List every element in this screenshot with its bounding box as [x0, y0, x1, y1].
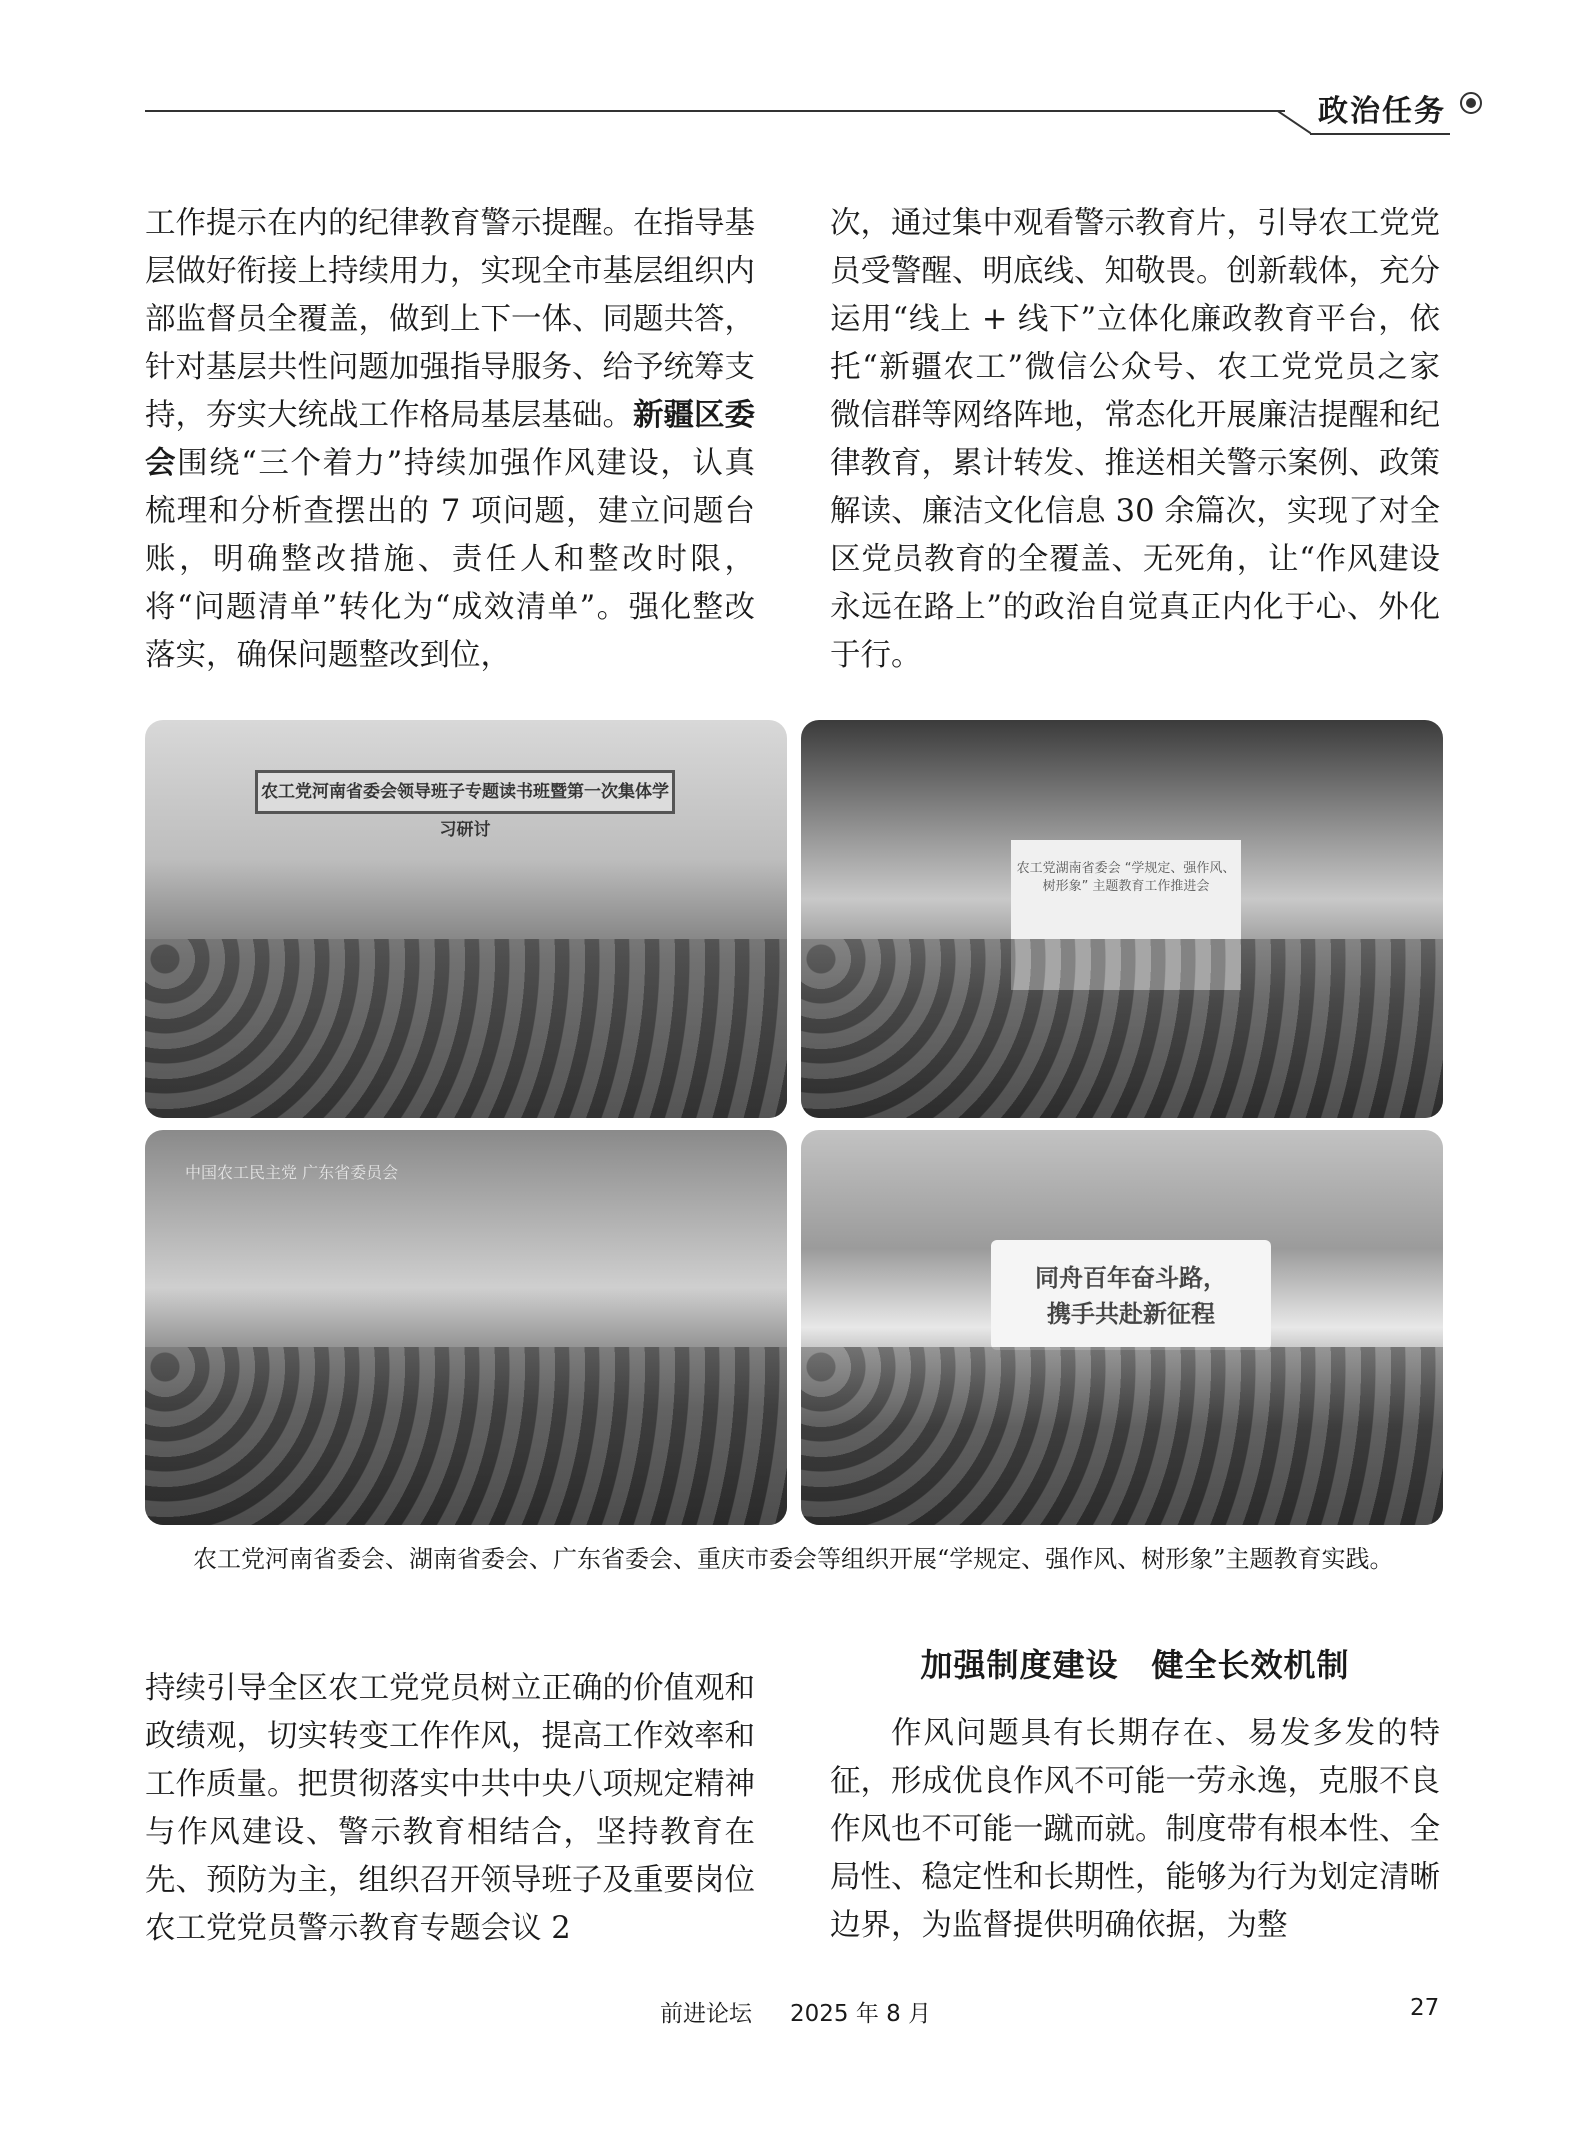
section-title: 政治任务: [1318, 94, 1446, 129]
paragraph-text: 围绕“三个着力”持续加强作风建设，认真梳理和分析查摆出的 7 项问题，建立问题台账，明确整改措施、责任人和整改时限，将“问题清单”转化为“成效清单”。强化整改落实，确保问题整改到位，: [145, 446, 756, 673]
photo-attendees: [145, 1347, 787, 1525]
paragraph-text: 工作提示在内的纪律教育警示提醒。在指导基层做好衔接上持续用力，实现全市基层组织内部监督员全覆盖，做到上下一体、同题共答，针对基层共性问题加强指导服务、给予统筹支持，夯实大统战工作格局基层基础。: [145, 206, 755, 433]
slogan-line-2: 携手共赴新征程: [1047, 1300, 1215, 1328]
footer-date: 2025 年 8 月: [790, 2001, 932, 2027]
meeting-banner: 农工党河南省委会领导班子专题读书班暨第一次集体学习研讨: [255, 770, 675, 814]
photo-chongqing-meeting: [801, 1130, 1443, 1525]
meeting-screen: 农工党湖南省委会 “学规定、强作风、树形象” 主题教育工作推进会: [1011, 840, 1241, 990]
paragraph-text: 次，通过集中观看警示教育片，引导农工党党员受警醒、明底线、知敬畏。创新载体，充分运用“线上 + 线下”立体化廉政教育平台，依托“新疆农工”微信公众号、农工党党员之家微信群等网络阵地，常态化开展廉洁提醒和纪律教育，累计转发、推送相关警示案例、政策解读、廉洁文化信息 30 余篇次，实现了对全区党员教育的全覆盖、无死角，让“作风建设永远在路上”的政治自觉真正内化于心、外化于行。: [830, 206, 1440, 673]
photo-attendees: [145, 939, 787, 1118]
highlight-org-name: 新疆区委会: [145, 398, 755, 481]
column-right-bottom: [830, 1710, 1440, 1950]
wall-sign: 中国农工民主党 广东省委员会: [185, 1163, 399, 1182]
photo-caption: 农工党河南省委会、湖南省委会、广东省委会、重庆市委会等组织开展“学规定、强作风、树形象”主题教育实践。: [193, 1545, 1394, 1573]
footer-magazine: 前进论坛: [660, 2001, 752, 2027]
section-bullet-icon: [1460, 92, 1482, 114]
photo-attendees: [801, 939, 1443, 1118]
header-rule-lower: [1310, 133, 1450, 135]
column-right-top: [830, 200, 1440, 680]
column-left-top: [145, 200, 755, 680]
header-rule: [145, 110, 1285, 112]
stage-slogan: [991, 1240, 1271, 1350]
subsection-heading: 加强制度建设 健全长效机制: [920, 1646, 1350, 1684]
photo-guangdong-meeting: [145, 1130, 787, 1525]
column-left-bottom: [145, 1665, 755, 1953]
slogan-line-1: 同舟百年奋斗路，: [1035, 1264, 1227, 1292]
page-number: 27: [1410, 1995, 1440, 2021]
photo-hunan-meeting: [801, 720, 1443, 1118]
paragraph-text: 持续引导全区农工党党员树立正确的价值观和政绩观，切实转变工作作风，提高工作效率和工作质量。把贯彻落实中共中央八项规定精神与作风建设、警示教育相结合，坚持教育在先、预防为主，组织召开领导班子及重要岗位农工党党员警示教育专题会议 2: [145, 1671, 755, 1946]
header-rule-slant: [1277, 110, 1311, 134]
photo-attendees: [801, 1347, 1443, 1525]
paragraph-text: 作风问题具有长期存在、易发多发的特征，形成优良作风不可能一劳永逸，克服不良作风也不可能一蹴而就。制度带有根本性、全局性、稳定性和长期性，能够为行为划定清晰边界，为监督提供明确依据，为整: [830, 1716, 1440, 1943]
photo-henan-meeting: [145, 720, 787, 1118]
